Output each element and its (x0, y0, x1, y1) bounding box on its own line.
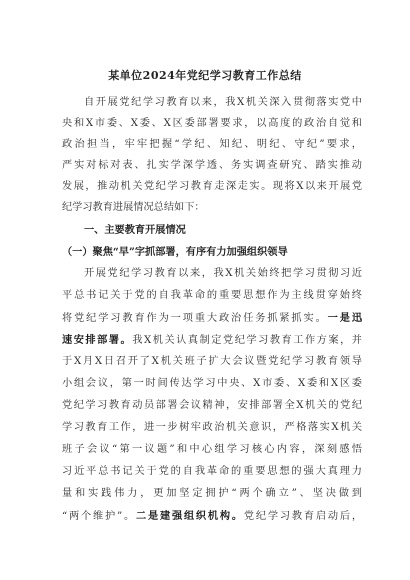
bold-phrase: 一是迅 (327, 312, 362, 324)
body-line: 小组会议，第一时间传达学习中央、X市委、X委和X区委 (62, 378, 362, 389)
body-line: 班子会议“第一议题”和中心组学习核心内容，深刻感悟 (62, 444, 362, 455)
document-title: 某单位2024年党纪学习教育工作总结 (108, 69, 302, 82)
intro-line: 纪学习教育进展情况总结如下： (62, 202, 205, 213)
bold-phrase: 速安排部署。 (62, 334, 133, 346)
body-text: 将党纪学习教育作为一项重大政治任务抓紧抓实。 (62, 313, 328, 324)
body-line: 于X月X日召开了X机关班子扩大会议暨党纪学习教育领导 (62, 356, 362, 367)
body-text: 党纪学习教育启动后， (243, 511, 362, 522)
body-line: 党纪学习教育动员部署会议精神，安排部署全X机关的党纪 (62, 400, 362, 411)
intro-line: 自开展党纪学习教育以来，我X机关深入贯彻落实党中 (84, 97, 362, 108)
body-line: 量和实践伟力，更加坚定拥护“两个确立”、坚决做到 (62, 488, 362, 499)
subsection-heading: （一）聚焦“早”字抓部署，有序有力加强组织领导 (62, 246, 288, 258)
section-heading: 一、主要教育开展情况 (84, 224, 186, 236)
body-line (62, 311, 362, 325)
intro-line: 央和X市委、X委、X区委部署要求，以高度的政治自觉和 (62, 118, 362, 129)
body-line: 学习教育工作，进一步树牢政治机关意识，严格落实X机关 (62, 422, 362, 433)
intro-line: 发展，推动机关党纪学习教育走深走实。现将X以来开展党 (62, 181, 362, 192)
body-line: 开展党纪学习教育以来，我X机关始终把学习贯彻习近 (84, 268, 362, 279)
body-line: 平总书记关于党的自我革命的重要思想作为主线贯穿始终 (62, 290, 362, 301)
body-line (62, 333, 362, 347)
bold-phrase: 二是建强组织机构。 (135, 510, 244, 522)
intro-line: 政治担当，牢牢把握“学纪、知纪、明纪、守纪”要求， (62, 139, 362, 150)
intro-line: 严实对标对表、扎实学深学透、务实调查研究、踏实推动 (62, 160, 362, 171)
body-line: 习近平总书记关于党的自我革命的重要思想的强大真理力 (62, 466, 362, 477)
body-text: “两个维护”。 (62, 511, 136, 522)
body-text: 我X机关认真制定党纪学习教育工作方案，并 (132, 335, 362, 346)
body-line (62, 509, 362, 523)
